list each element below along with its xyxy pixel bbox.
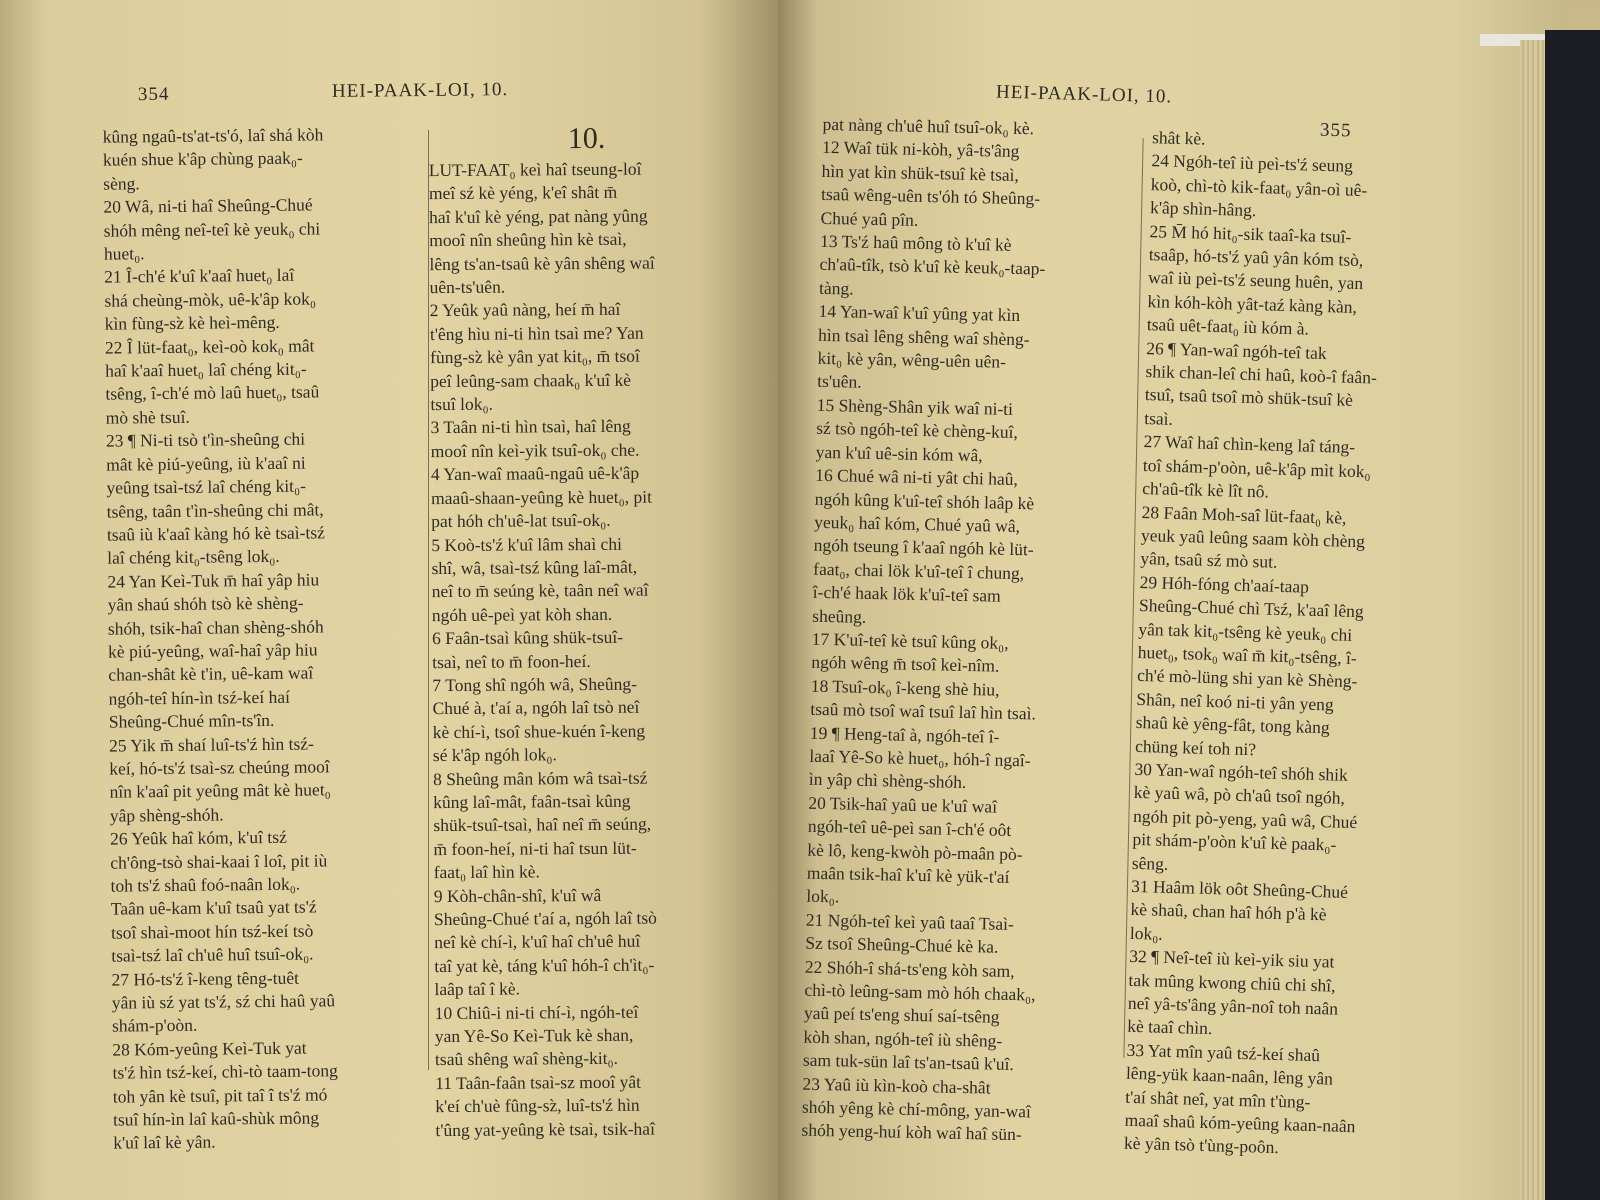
text-line: 15 Shèng-Shân yik waî ni-ti	[816, 394, 1014, 419]
text-line: maaî shaû kóm-yeûng kaan-naân	[1124, 1109, 1356, 1137]
text-line: mooî nîn keì-yik tsuî-ok₀ che.	[430, 439, 640, 461]
text-line: kè chí-ì, tsoî shue-kuén î-keng	[432, 720, 646, 742]
text-line: 19 ¶ Heng-taî à, ngóh-teî î-	[809, 722, 1000, 747]
text-line: peî leûng-sam chaak₀ k'uî kè	[430, 369, 632, 391]
text-line: ts'ź hìn tsź-keí, chì-tò taam-tong	[112, 1060, 338, 1083]
text-line: 16 Chué wâ ni-ti yât chi haû,	[815, 464, 1019, 490]
text-line: yân iù sź yat ts'ź, sź chi haû yaû	[111, 990, 336, 1013]
text-line: shá cheùng-mòk, uê-k'âp kok₀	[104, 288, 316, 311]
text-line: 17 K'uî-teî kè tsuî kûng ok₀,	[811, 628, 1009, 653]
text-line: 5 Koò-ts'ź k'uî lâm shaì chi	[431, 533, 622, 555]
text-line: shük-tsuî-tsaì, haî neî m̄ seúng,	[433, 813, 652, 836]
text-line: kè yaû wâ, pò ch'aû tsoî ngóh,	[1133, 782, 1346, 809]
text-line: ngóh tseung î k'aaî ngóh kè lüt-	[813, 535, 1034, 560]
text-line: tsuî, tsaû tsoî mò shük-tsuî kè	[1144, 384, 1354, 411]
text-line: 22 Shóh-î shá-ts'eng kòh sam,	[804, 956, 1015, 981]
text-line: 20 Wâ, ni-ti haî Sheûng-Chué	[103, 194, 313, 217]
text-line: chüng keí toh ni?	[1134, 735, 1257, 759]
page-number-left: 354	[137, 83, 170, 106]
text-line: 18 Tsuî-ok₀ î-keng shè hiu,	[810, 675, 1000, 700]
text-line: yân, tsaû sź mò sut.	[1140, 548, 1278, 573]
text-line: t'ûng yat-yeûng kè tsaì, tsik-haî	[435, 1118, 655, 1140]
text-line: 4 Yan-waî maaû-ngaû uê-k'âp	[430, 462, 640, 485]
text-line: Chué yaû pîn.	[820, 207, 919, 230]
text-line: shóh mêng neî-teî kè yeuk₀ chi	[103, 218, 321, 241]
text-line: yeuk yaû leûng saam kòh chèng	[1140, 524, 1366, 552]
text-line: 32 ¶ Neî-teî iù keì-yik siu yat	[1128, 946, 1335, 972]
text-line: faat₀ laî hìn kè.	[433, 861, 540, 883]
text-line: ch'é mò-lüng shi yan kè Shèng-	[1136, 665, 1358, 692]
text-line: toh yân kè tsuî, pit taî î ts'ź mó	[112, 1084, 328, 1107]
text-line: kòh shan, ngóh-teî iù shêng-	[803, 1026, 1003, 1051]
text-line: yan Yê-So Keì-Tuk kè shan,	[434, 1024, 634, 1047]
text-line: tsaì-tsź laî ch'uê huî tsuî-ok₀.	[111, 943, 314, 966]
text-line: taî yat kè, táng k'uî hóh-î ch'ìt₀-	[434, 954, 655, 976]
text-line: nîn k'aaî pit yeûng mât kè huet₀	[109, 779, 331, 802]
text-line: tsaì.	[1144, 407, 1174, 429]
text-line: ngóh uê-peì yat kòh shan.	[431, 603, 613, 625]
text-line: mooî nîn sheûng hìn kè tsaì,	[429, 228, 627, 251]
text-line: 21 Ngóh-teî keì yaû taaî Tsaì-	[805, 909, 1015, 934]
running-head-left: HEI-PAAK-LOI, 10.	[331, 79, 509, 102]
text-line: kè shaû, chan haî hóh p'à kè	[1130, 899, 1327, 925]
text-line: 33 Yat mîn yaû tsź-keí shaû	[1126, 1039, 1321, 1066]
text-line: mât kè piú-yeûng, iù k'aaî ni	[106, 452, 306, 475]
text-line: shât kè.	[1151, 127, 1206, 149]
text-line: shóh yêng kè chí-mông, yan-waî	[801, 1096, 1032, 1122]
text-line: Sheûng-Chué t'aí a, ngóh laî tsò	[433, 907, 657, 930]
text-line: kìn kóh-kòh yât-taź kàng kàn,	[1147, 290, 1358, 317]
text-line: Shân, neî koó ni-ti yân yeng	[1136, 688, 1334, 715]
text-line: fùng-sz̀ kè yân yat kit₀, m̄ tsoî	[430, 345, 640, 368]
text-line: 26 ¶ Yan-waî ngóh-teî tak	[1145, 337, 1327, 363]
left-page-column-2	[428, 121, 751, 1142]
text-line: sam tuk-sün laî ts'an-tsaû k'uî.	[802, 1049, 1015, 1075]
text-line: sź tsò ngóh-teî kè chèng-kuî,	[816, 418, 1019, 443]
text-line: pat nàng ch'uê huî tsuî-ok₀ kè.	[822, 113, 1035, 139]
text-line: koò, chì-tò kik-faat₀ yân-oì uê-	[1150, 173, 1368, 200]
text-line: maaû-shaan-yeûng kè huet₀, pit	[430, 486, 653, 508]
text-line: toh ts'ź shaû foó-naân lok₀.	[110, 873, 301, 896]
text-line: 13 Ts'ź haû mông tò k'uî kè	[819, 230, 1012, 255]
text-line: sêng.	[1131, 852, 1169, 874]
text-line: k'uî laî kè yân.	[113, 1132, 216, 1154]
text-line: kè yân tsò t'ùng-poôn.	[1123, 1133, 1280, 1158]
left-page-column-1	[103, 122, 426, 1155]
text-line: kè lô, keng-kwòh pò-maân pò-	[807, 839, 1023, 864]
text-line: yâp shèng-shóh.	[109, 804, 224, 826]
text-line: Chué à, t'aí a, ngóh laî tsò neî	[432, 697, 640, 719]
text-line: tsêng, taân t'ìn-sheûng chi mât,	[106, 498, 324, 522]
text-line: 25 M̄ hó hit₀-sik taaî-ka tsuî-	[1149, 220, 1352, 247]
text-line: 27 Waî haî chìn-keng laî táng-	[1143, 431, 1356, 458]
text-line: sèng.	[103, 173, 140, 194]
text-line: yeuk₀ haî kóm, Chué yaû wâ,	[814, 511, 1021, 536]
text-line: 8 Sheûng mân kóm wâ tsaì-tsź	[432, 767, 648, 789]
text-line: lêng ts'an-tsaû kè yân shêng waî	[429, 252, 655, 274]
text-line: maân tsik-haî k'uî kè yük-t'aí	[806, 862, 1010, 887]
text-line: meî sź kè yéng, k'eî shât m̄	[428, 182, 618, 204]
text-line: 29 Hóh-fóng ch'aaí-taap	[1139, 571, 1310, 597]
text-line: kè taaî chìn.	[1127, 1016, 1213, 1039]
right-page	[778, 0, 1568, 1200]
text-line: tsoî shaì-moot hín tsź-keí tsò	[110, 920, 314, 943]
text-line: sé k'âp ngóh lok₀.	[432, 744, 557, 766]
right-page-column-1	[801, 113, 1134, 1149]
text-line: ts'uên.	[816, 371, 862, 393]
text-line: yeûng tsaì-tsź laî chéng kit₀-	[106, 475, 307, 498]
text-line: neî to m̄ seúng kè, taân neî waî	[431, 579, 649, 602]
text-line: 28 Kóm-yeûng Keì-Tuk yat	[112, 1037, 307, 1060]
text-line: laî chéng kit₀-tsêng lok₀.	[107, 546, 280, 568]
text-line: 31 Haâm lök oôt Sheûng-Chué	[1130, 875, 1349, 902]
text-line: tàng.	[818, 277, 854, 299]
running-head-right: HEI-PAAK-LOI, 10.	[995, 81, 1173, 108]
text-line: k'âp shìn-hâng.	[1149, 197, 1257, 221]
text-line: huet₀.	[103, 243, 145, 264]
text-line: shóh, tsik-haî chan shèng-shóh	[107, 615, 324, 639]
text-line: lok₀.	[1129, 922, 1164, 944]
text-line: hìn tsaì lêng shêng waî shèng-	[817, 324, 1030, 349]
text-line: tak mûng kwong chiû chi shî,	[1128, 969, 1336, 996]
text-line: 26 Yeûk haî kóm, k'uî tsź	[109, 826, 287, 849]
text-line: pit shám-p'oòn k'uî kè paak₀-	[1132, 829, 1337, 855]
text-line: pat hóh ch'uê-lat tsuî-ok₀.	[431, 509, 611, 532]
text-line: î-ch'é haak lök k'uî-teî sam	[812, 581, 1002, 606]
text-line: haî k'aaî huet₀ laî chéng kit₀-	[105, 358, 307, 381]
text-line: 7 Tong shî ngóh wâ, Sheûng-	[432, 673, 637, 696]
text-line: LUT-FAAT₀ keì haî tseung-loî	[428, 158, 642, 181]
text-line: laâp taî î kè.	[434, 978, 521, 1000]
text-line: kit₀ kè yân, wêng-uên uên-	[817, 347, 1007, 372]
text-line: 3 Taân ni-ti hìn tsaì, haî lêng	[430, 416, 631, 438]
text-line: neî kè chí-ì, k'uî haî ch'uê huî	[434, 931, 641, 953]
text-line: k'eí ch'uè fûng-sz̀, luî-ts'ź hìn	[435, 1094, 640, 1117]
book-cover	[1545, 30, 1600, 1200]
text-line: chan-shât kè t'in, uê-kam waî	[108, 662, 314, 685]
text-line: 10 Chiû-i ni-ti chí-ì, ngóh-teî	[434, 1001, 639, 1023]
text-line: ngóh-teî hín-ìn tsź-keí haí	[108, 686, 290, 709]
text-line: 25 Yik m̄ shaí luî-ts'ź hìn tsź-	[108, 733, 314, 756]
text-line: 12 Waî tük ni-kòh, yâ-ts'âng	[821, 137, 1020, 162]
text-line: 14 Yan-waî k'uî yûng yat kìn	[818, 301, 1021, 326]
text-line: sheûng.	[812, 605, 867, 627]
text-line: 22 Î lüt-faat₀, keì-oò kok₀ mât	[104, 335, 315, 358]
text-line: ìn yâp chì shèng-shóh.	[808, 769, 967, 793]
text-line: 27 Hó-ts'ź î-keng têng-tuêt	[111, 967, 299, 990]
text-line: 23 Yaû iù kìn-koò cha-shât	[802, 1073, 991, 1098]
text-line: kè piú-yeûng, waî-haî yâp hiu	[108, 639, 318, 662]
text-line: chì-tò leûng-sam mò hóh chaak₀,	[804, 979, 1036, 1005]
left-page	[0, 0, 778, 1200]
text-line: ch'ông-tsò shai-kaai î loî, pit iù	[110, 849, 328, 873]
text-line: shaû kè yêng-fât, tong kàng	[1135, 712, 1330, 738]
text-line: toî shám-p'oòn, uê-k'âp mìt kok₀	[1142, 454, 1371, 482]
text-line: tsaû mò tsoî waî tsuî laî hìn tsaì.	[810, 698, 1037, 724]
text-line: 21 Î-ch'é k'uî k'aaî huet₀ laî	[104, 265, 295, 288]
text-line: kûng ngaû-ts'at-ts'ó, laî shá kòh	[102, 124, 324, 147]
text-line: haî k'uî kè yéng, pat nàng yûng	[429, 205, 648, 227]
text-line: tsaì, neî to m̄ foon-heí.	[432, 650, 591, 672]
text-line: keí, hó-ts'ź tsaì-sz cheúng mooî	[109, 756, 330, 779]
text-line: ngóh pit pò-yeng, yaû wâ, Chué	[1132, 805, 1358, 832]
text-line: Sheûng-Chué mîn-ts'în.	[108, 710, 275, 732]
text-line: 20 Tsik-haî yaû ue k'uî waî	[808, 792, 998, 817]
text-line: ch'aû-tîk kè lît nô.	[1142, 478, 1270, 502]
right-page-column-2	[1124, 126, 1443, 1164]
text-line: Sheûng-Chué chì Tsź, k'aaî lêng	[1138, 595, 1364, 622]
text-line: ngóh wêng m̄ tsoî keì-nîm.	[811, 652, 1000, 677]
text-line: kìn fùng-sz̀ kè heì-mêng.	[104, 312, 280, 334]
text-line: ngóh kûng k'uî-teî shóh laâp kè	[814, 488, 1035, 513]
text-line: kuén shue k'âp chùng paak₀-	[102, 147, 303, 171]
text-line: 24 Ngóh-teî iù peì-ts'ź seung	[1151, 150, 1354, 177]
text-line: Sz tsoî Sheûng-Chué kè ka.	[805, 932, 999, 957]
text-line: kûng laî-mât, faân-tsaì kûng	[433, 790, 631, 813]
text-line: tsêng, î-ch'é mò laû huet₀, tsaû	[105, 381, 320, 405]
text-line: tsaû iù k'aaî kàng hó kè tsaì-tsź	[106, 522, 325, 545]
text-line: tsaû wêng-uên ts'óh tó Sheûng-	[820, 184, 1041, 209]
text-line: lêng-yük kaan-naân, lêng yân	[1125, 1063, 1334, 1089]
text-line: lok₀.	[806, 886, 840, 907]
text-line: tsaû uêt-faat₀ iù kóm à.	[1146, 314, 1310, 339]
text-line: laaî Yê-So kè huet₀, hóh-î ngaî-	[809, 745, 1031, 771]
text-line: t'êng hìu ni-ti hìn tsaì me? Yan	[429, 322, 644, 344]
text-line: yân tak kit₀-tsêng kè yeuk₀ chi	[1138, 618, 1353, 645]
text-line: 6 Faân-tsaì kûng shük-tsuî-	[431, 626, 624, 649]
text-line: 2 Yeûk yaû nàng, heí m̄ haî	[429, 299, 621, 321]
text-line: waî iù peì-ts'ź seung huên, yan	[1147, 267, 1364, 294]
text-line: ch'aû-tîk, tsò k'uî kè keuk₀-taap-	[819, 254, 1046, 279]
text-line: shóh yeng-huí kòh waî haî sün-	[801, 1120, 1022, 1145]
text-line: tsuî lok₀.	[430, 393, 493, 415]
page-number-right: 355	[1319, 119, 1352, 142]
text-line: 23 ¶ Ni-ti tsò t'ìn-sheûng chi	[105, 428, 306, 451]
text-line: huet₀, tsok₀ waî m̄ kit₀-tsêng, î-	[1137, 641, 1357, 668]
text-line: m̄ foon-heí, ni-ti haî tsun lüt-	[433, 837, 637, 859]
text-line: faat₀, chai lök k'uî-teî î chung,	[813, 558, 1025, 583]
text-line: shî, wâ, tsaì-tsź kûng laî-mât,	[431, 556, 638, 579]
text-line: 28 Faân Moh-saî lüt-faat₀ kè,	[1141, 501, 1347, 528]
text-line: 30 Yan-waî ngóh-teî shóh shik	[1134, 758, 1349, 785]
text-line: uên-ts'uên.	[429, 276, 506, 298]
text-line: tsaû shêng waî shèng-kit₀.	[434, 1048, 619, 1070]
text-line: tsaâp, hó-ts'ź yaû yân kóm tsò,	[1148, 244, 1364, 271]
text-line: 24 Yan Keì-Tuk m̄ haî yâp hiu	[107, 569, 320, 592]
text-line: t'aí shât neî, yat mîn t'ùng-	[1125, 1086, 1311, 1112]
text-line: mò shè tsuî.	[105, 406, 190, 428]
text-line: 11 Taân-faân tsaì-sz mooî yât	[435, 1071, 642, 1093]
text-line: yan k'uî uê-sin kóm wâ,	[815, 441, 983, 465]
text-line: neî yâ-ts'âng yân-noî toh naân	[1127, 992, 1339, 1019]
chapter-number: 10.	[567, 121, 606, 156]
text-line: yaû peí ts'eng shuí saí-tsêng	[803, 1003, 1000, 1028]
text-line: tsuî hín-ìn laî kaû-shùk mông	[112, 1107, 320, 1130]
text-line: shik chan-leî chi haû, koò-î faân-	[1145, 361, 1378, 388]
text-line: hìn yat kìn shük-tsuî kè tsaì,	[821, 160, 1020, 185]
text-line: Taân uê-kam k'uî tsaû yat ts'ź	[110, 896, 317, 920]
text-line: ngóh-teî uê-peì san î-ch'é oôt	[807, 815, 1012, 841]
text-line: 9 Kòh-chân-shî, k'uî wâ	[433, 884, 602, 906]
text-line: yân shaú shóh tsò kè shèng-	[107, 592, 304, 615]
text-line: shám-p'oòn.	[111, 1015, 198, 1037]
